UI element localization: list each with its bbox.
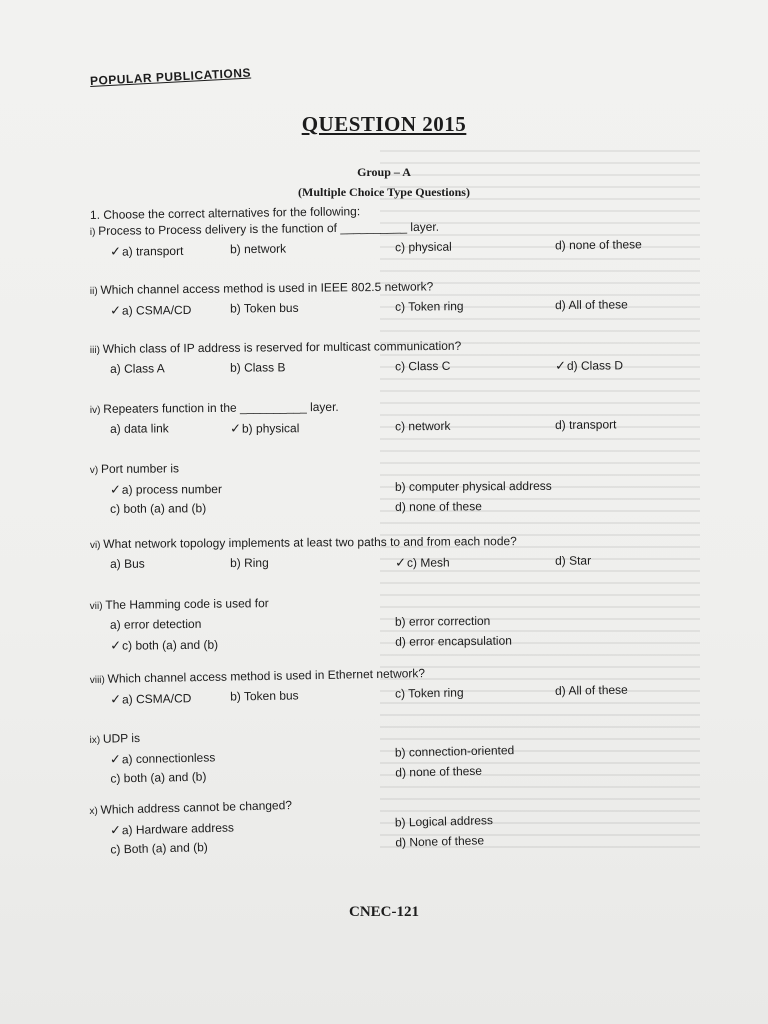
question-1: [90, 217, 690, 262]
check-mark-icon: ✓: [109, 822, 122, 838]
answer-option: [110, 690, 192, 707]
question-text: Which channel access method is used in Ethernet network?: [107, 666, 426, 686]
option-label: a) process number: [121, 482, 222, 497]
option-label: b) computer physical address: [394, 478, 552, 494]
answer-options: [90, 551, 690, 575]
option-label: b) physical: [241, 421, 300, 436]
question-number: vi): [89, 539, 104, 552]
answer-option: [395, 614, 491, 629]
answer-option: [395, 499, 482, 514]
question-10: [89, 788, 690, 861]
option-label: d) None of these: [395, 833, 485, 850]
answer-option: [230, 556, 269, 570]
option-label: c) both (a) and (b): [110, 769, 207, 786]
answer-option: [395, 359, 450, 373]
answer-option: [110, 749, 216, 767]
answer-option: [395, 299, 464, 314]
option-label: b) Token bus: [229, 688, 299, 704]
answer-option: [395, 634, 512, 649]
check-mark-icon: ✓: [110, 637, 122, 653]
answer-option: [395, 764, 482, 780]
instruction-text: 1. Choose the correct alternatives for the following:: [89, 204, 361, 222]
answer-option: [395, 479, 552, 494]
question-4: [90, 397, 690, 440]
answer-option: [230, 242, 286, 257]
check-mark-icon: ✓: [109, 481, 121, 497]
question-text: Repeaters function in the __________ layer.: [103, 399, 339, 416]
option-label: d) transport: [554, 417, 617, 432]
option-label: b) Ring: [230, 555, 269, 571]
check-mark-icon: ✓: [110, 243, 122, 259]
answer-option: [395, 240, 452, 255]
question-number: iii): [89, 344, 103, 357]
option-label: c) Token ring: [394, 299, 464, 314]
question-7: [90, 592, 691, 656]
option-label: d) none of these: [554, 237, 642, 253]
question-number: i): [89, 226, 99, 239]
question-text: Which address cannot be changed?: [100, 798, 293, 817]
answer-option: [555, 237, 642, 252]
answer-option: [555, 683, 628, 698]
option-label: a) Hardware address: [121, 820, 235, 838]
question-number: viii): [89, 674, 108, 687]
option-label: d) error encapsulation: [395, 633, 512, 649]
answer-option: [230, 420, 299, 437]
answer-option: [395, 833, 484, 849]
question-text: Process to Process delivery is the function of __________ layer.: [98, 219, 440, 238]
question-number: v): [89, 464, 102, 477]
option-label: a) Bus: [110, 556, 145, 571]
answer-option: [555, 357, 623, 374]
answer-option: [230, 301, 299, 316]
answer-option: [395, 554, 450, 570]
option-label: b) Logical address: [394, 813, 494, 830]
question-6: [90, 533, 690, 575]
page-title: QUESTION 2015: [301, 112, 467, 136]
option-label: a) transport: [121, 243, 184, 259]
question-text: The Hamming code is used for: [105, 596, 269, 612]
answer-option: [110, 840, 208, 856]
option-label: d) Star: [554, 553, 592, 568]
question-number: ii): [89, 285, 101, 298]
check-mark-icon: ✓: [110, 302, 122, 318]
option-label: d) none of these: [395, 763, 483, 780]
paper-code: CNEC-121: [349, 904, 419, 920]
option-label: c) Token ring: [394, 685, 464, 701]
question-number: ix): [89, 734, 104, 747]
check-mark-icon: ✓: [110, 691, 122, 707]
option-label: c) physical: [394, 239, 452, 255]
section-subtitle: (Multiple Choice Type Questions): [298, 185, 470, 199]
question-text: Which class of IP address is reserved for multicast communication?: [102, 338, 462, 356]
option-label: b) connection-oriented: [394, 743, 515, 760]
question-text: Which channel access method is used in IEEE 802.5 network?: [100, 279, 434, 297]
option-label: b) network: [230, 241, 287, 257]
option-label: a) connectionless: [121, 750, 216, 767]
option-label: c) both (a) and (b): [110, 501, 207, 516]
question-text: UDP is: [102, 730, 141, 746]
group-heading: Group – A: [357, 165, 411, 179]
answer-option: [110, 501, 206, 516]
answer-option: [395, 419, 450, 433]
answer-option: [395, 813, 493, 829]
option-label: b) Class B: [230, 360, 286, 375]
option-label: d) All of these: [554, 297, 628, 313]
answer-option: [110, 421, 169, 436]
option-label: a) data link: [110, 421, 169, 436]
answer-option: [110, 481, 222, 498]
option-label: b) error correction: [394, 613, 491, 629]
check-mark-icon: ✓: [394, 554, 407, 570]
check-mark-icon: ✓: [230, 420, 242, 436]
answer-option: [110, 770, 206, 786]
answer-option: [110, 557, 145, 571]
question-number: x): [89, 805, 101, 818]
option-label: d) Class D: [566, 358, 624, 373]
answer-options: [90, 610, 690, 656]
option-label: c) Class C: [394, 358, 451, 374]
answer-option: [555, 297, 628, 312]
option-label: d) none of these: [395, 499, 482, 514]
answer-option: [230, 360, 285, 374]
answer-option: [230, 688, 299, 703]
question-3: [90, 337, 690, 380]
question-number: vii): [89, 600, 106, 613]
answer-option: [110, 637, 218, 654]
option-label: a) Class A: [110, 361, 165, 376]
publisher-name: POPULAR PUBLICATIONS: [89, 65, 252, 88]
option-label: c) Both (a) and (b): [110, 840, 208, 857]
answer-option: [110, 243, 183, 260]
question-text: Port number is: [100, 461, 180, 476]
answer-option: [110, 819, 234, 838]
question-text: What network topology implements at least two paths to and from each node?: [103, 534, 517, 551]
option-label: a) error detection: [109, 616, 202, 632]
check-mark-icon: ✓: [554, 357, 567, 373]
option-label: b) Token bus: [230, 300, 299, 316]
option-label: a) CSMA/CD: [121, 302, 192, 318]
option-label: c) both (a) and (b): [122, 637, 219, 653]
answer-options: [90, 476, 690, 520]
option-label: c) network: [394, 418, 451, 434]
answer-option: [555, 554, 591, 568]
answer-option: [110, 617, 202, 632]
answer-option: [395, 685, 464, 700]
question-number: iv): [89, 404, 104, 417]
option-label: d) All of these: [554, 682, 628, 698]
answer-option: [110, 361, 165, 375]
check-mark-icon: ✓: [109, 751, 122, 767]
option-label: c) Mesh: [406, 555, 450, 570]
answer-option: [395, 743, 515, 759]
answer-option: [110, 302, 191, 319]
option-label: a) CSMA/CD: [121, 691, 192, 707]
question-5: [90, 458, 690, 520]
answer-option: [555, 417, 616, 432]
question-2: [90, 277, 690, 321]
